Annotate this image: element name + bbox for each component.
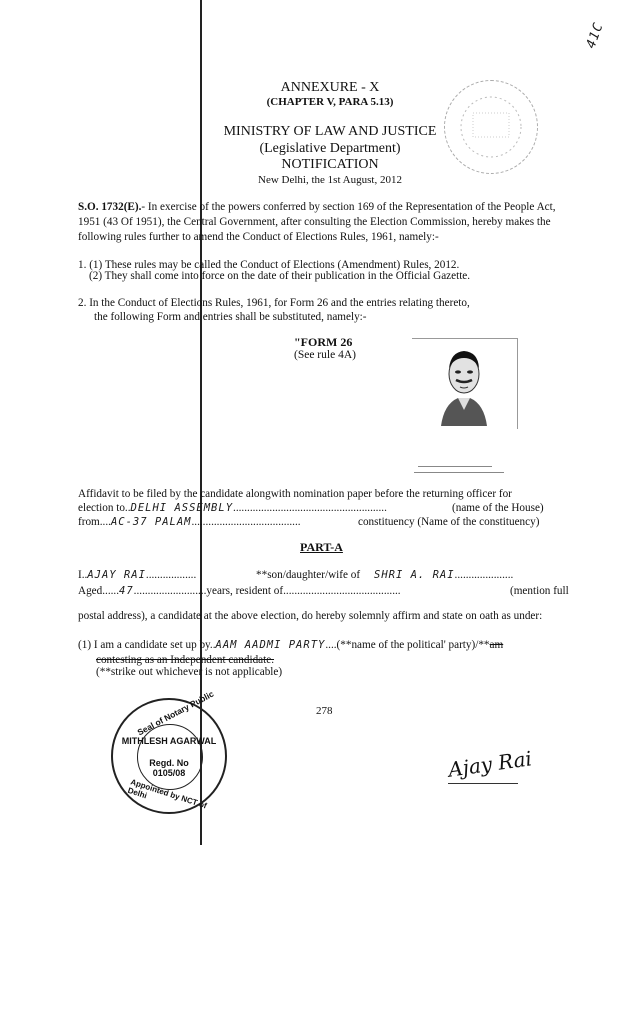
house-note: (name of the House) xyxy=(452,502,544,514)
rule-1: 1. (1) These rules may be called the Conduct of Elections (Amendment) Rules, 2012. xyxy=(78,259,460,271)
rule-2-line2: the following Form and entries shall be substituted, namely:- xyxy=(94,311,367,323)
notary-regd-no: 0105/08 xyxy=(152,768,186,778)
relation-label: **son/daughter/wife of xyxy=(256,569,361,581)
name-value: AJAY RAI xyxy=(87,569,146,581)
age-value: 47 xyxy=(119,585,134,597)
strike-independent: contesting as an Independent candidate. xyxy=(96,654,275,666)
aged-label: Aged xyxy=(78,585,103,597)
so-paragraph xyxy=(78,200,573,245)
margin-note: 41C xyxy=(583,20,607,51)
notification-title: NOTIFICATION xyxy=(281,157,379,172)
constituency-value: AC-37 PALAM xyxy=(110,516,192,528)
rule-1-2: (2) They shall come into force on the date of their publication in the Official Gazette. xyxy=(89,270,471,282)
notary-ring-bottom: Appointed by NCT of Delhi xyxy=(126,777,208,811)
photo-underline-2 xyxy=(414,472,504,473)
notary-inner-ring xyxy=(137,724,203,790)
part-a-line1: I..AJAY RAI.................. **son/daughter/wife of SHRI A. RAI..................... xyxy=(78,569,514,581)
so-number: S.O. 1732(E). xyxy=(78,201,142,213)
form-title: "FORM 26 xyxy=(294,335,353,349)
from-label: from xyxy=(78,516,100,528)
election-to-label: election to xyxy=(78,502,125,514)
i-label: I xyxy=(78,569,82,581)
item1-label: (1) I am a candidate set up by xyxy=(78,639,210,651)
signature: Ajay Rai xyxy=(446,746,534,782)
notification-date: New Delhi, the 1st August, 2012 xyxy=(258,174,402,186)
affidavit-line2: election to..DELHI ASSEMBLY....................................................... (name of the House) xyxy=(78,502,544,514)
department-title: (Legislative Department) xyxy=(259,141,401,156)
page-number: 278 xyxy=(316,705,333,717)
house-value: DELHI ASSEMBLY xyxy=(130,502,234,514)
rule-2-line1: 2. In the Conduct of Elections Rules, 1961, for Form 26 and the entries relating thereto, xyxy=(78,297,470,309)
notary-name: MITHLESH AGARWAL xyxy=(121,736,217,746)
father-block: SHRI A. RAI..................... xyxy=(374,569,514,581)
address-note: (mention full xyxy=(510,585,569,597)
signature-underline xyxy=(448,783,518,784)
constituency-note: constituency (Name of the constituency) xyxy=(358,516,540,528)
so-text: - In exercise of the powers conferred by section 169 of the Representation of the People Act, 1951 (43 Of 1951), the Central Government, after consulting the Election Commission, hereby makes the following rules further to amend the Conduct of Elections Rules, 1961, namely:- xyxy=(78,201,556,243)
father-value: SHRI A. RAI xyxy=(374,569,455,581)
part-a-line2: Aged......47..........................years, resident of.......................................... (mention full xyxy=(78,585,569,597)
affidavit-line3: from....AC-37 PALAM....................................... constituency (Name of the constituency) xyxy=(78,516,540,528)
strike-am: am xyxy=(489,639,504,651)
part-a-heading: PART-A xyxy=(300,540,343,554)
photo-underline xyxy=(418,466,492,467)
party-value: AAM AADMI PARTY xyxy=(215,639,326,651)
chapter-reference: (CHAPTER V, PARA 5.13) xyxy=(266,96,394,108)
part-a-item1: (1) I am a candidate set up by..AAM AADMI PARTY....(**name of the political' party)/**am xyxy=(78,639,504,651)
form-subtitle: (See rule 4A) xyxy=(294,349,356,361)
party-note: (**name of the political' party)/** xyxy=(336,639,490,651)
notary-regd: Regd. No xyxy=(149,758,189,768)
notary-seal xyxy=(111,688,227,814)
candidate-photo xyxy=(436,344,491,426)
resident-label: years, resident of xyxy=(206,585,284,597)
annexure-title: ANNEXURE - X xyxy=(280,80,380,95)
strike-note: (**strike out whichever is not applicable) xyxy=(96,666,283,678)
notary-ring-top: Seal of Notary Public xyxy=(135,688,216,738)
ministry-title: MINISTRY OF LAW AND JUSTICE xyxy=(223,124,437,139)
affidavit-line1: Affidavit to be filed by the candidate alongwith nomination paper before the returning officer for xyxy=(78,488,512,500)
postal-line: postal address), a candidate at the above election, do hereby solemnly affirm and state on oath as under: xyxy=(78,610,543,622)
